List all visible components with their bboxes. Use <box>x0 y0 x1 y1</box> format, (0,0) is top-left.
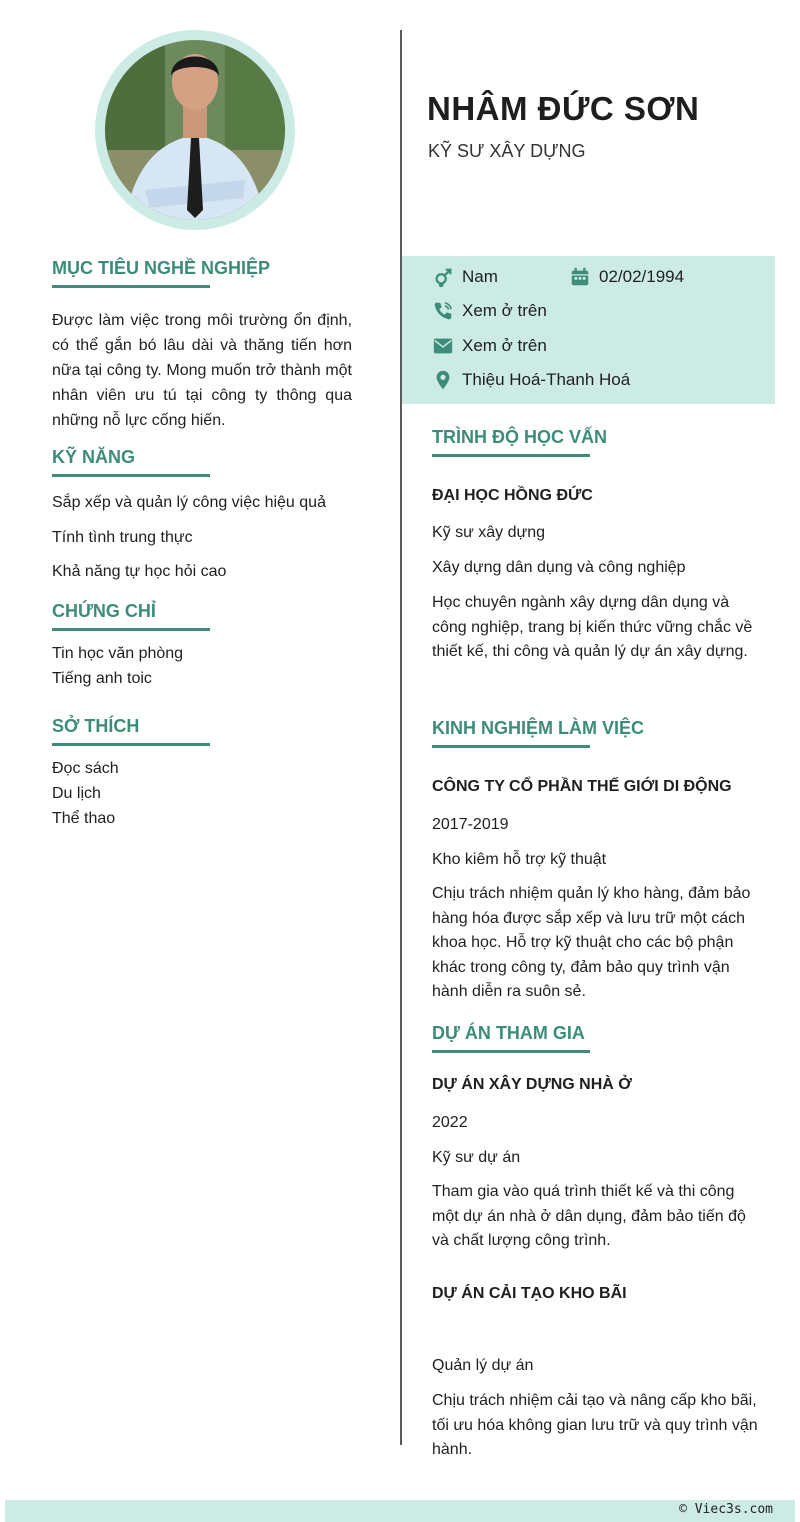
hobby-item: Du lịch <box>52 785 101 802</box>
footer-band <box>5 1500 795 1522</box>
location-pin-icon <box>432 369 454 391</box>
birthday-row <box>569 266 684 288</box>
calendar-icon <box>569 266 591 288</box>
education-school: ĐẠI HỌC HỒNG ĐỨC <box>432 487 593 504</box>
skills-title: KỸ NĂNG <box>52 447 372 473</box>
experience-period: 2017-2019 <box>432 816 509 833</box>
experience-position: Kho kiêm hỗ trợ kỹ thuật <box>432 851 607 868</box>
email-icon <box>432 335 454 357</box>
certificate-item: Tiếng anh toic <box>52 670 152 687</box>
address-row <box>432 369 630 391</box>
certificates-section <box>52 601 352 691</box>
projects-title: DỰ ÁN THAM GIA <box>432 1023 762 1049</box>
education-title: TRÌNH ĐỘ HỌC VẤN <box>432 427 762 453</box>
project-description: Chịu trách nhiệm cải tạo và nâng cấp kho bãi, tối ưu hóa không gian lưu trữ và quy trình vận hành. <box>432 1392 758 1458</box>
hobbies-section <box>52 716 352 831</box>
candidate-title: KỸ SƯ XÂY DỰNG <box>428 141 586 161</box>
skill-item: Khả năng tự học hỏi cao <box>52 563 227 580</box>
hobbies-title: SỞ THÍCH <box>52 716 352 742</box>
project-role: Kỹ sư dự án <box>432 1149 521 1166</box>
objective-title: MỤC TIÊU NGHỀ NGHIỆP <box>52 258 352 284</box>
phone-row <box>432 300 547 322</box>
contact-panel <box>402 256 775 404</box>
experience-section <box>432 718 762 1000</box>
gender-icon <box>432 266 454 288</box>
objective-text: Được làm việc trong môi trường ổn định, có thể gắn bó lâu dài và thăng tiến hơn nữa tại công ty. Mong muốn trở thành một nhân viên ưu tú tại công ty thông qua những nỗ lực cống hiến. <box>52 312 352 429</box>
certificates-title: CHỨNG CHỈ <box>52 601 352 627</box>
hobby-item: Thể thao <box>52 810 116 827</box>
education-section <box>432 427 762 660</box>
project-year: 2022 <box>432 1114 468 1131</box>
candidate-name: NHÂM ĐỨC SƠN <box>427 90 700 127</box>
email-value: Xem ở trên <box>462 336 547 355</box>
experience-description: Chịu trách nhiệm quản lý kho hàng, đảm bảo hàng hóa được sắp xếp và lưu trữ một cách khoa học. Hỗ trợ kỹ thuật cho các bộ phận khác trong công ty, đảm bảo quy trình vận hành diễn ra suôn sẻ. <box>432 885 751 1000</box>
certificate-item: Tin học văn phòng <box>52 645 184 662</box>
skills-section <box>52 447 372 580</box>
phone-value: Xem ở trên <box>462 301 547 320</box>
gender-value: Nam <box>462 267 498 286</box>
skill-item: Tính tình trung thực <box>52 529 193 546</box>
objective-section <box>52 258 352 433</box>
avatar-ring <box>95 30 295 230</box>
experience-company: CÔNG TY CỔ PHẦN THẾ GIỚI DI ĐỘNG <box>432 778 732 795</box>
project-role: Quản lý dự án <box>432 1357 534 1374</box>
project-name: DỰ ÁN XÂY DỰNG NHÀ Ở <box>432 1076 632 1093</box>
experience-title: KINH NGHIỆM LÀM VIỆC <box>432 718 762 744</box>
education-description: Học chuyên ngành xây dựng dân dụng và công nghiệp, trang bị kiến thức vững chắc về thiết kế, thi công và quản lý dự án xây dựng. <box>432 594 753 660</box>
project-description: Tham gia vào quá trình thiết kế và thi công một dự án nhà ở dân dụng, đảm bảo tiến độ và chất lượng công trình. <box>432 1183 746 1249</box>
email-row <box>432 335 547 357</box>
portrait-image <box>105 40 285 220</box>
column-divider <box>400 30 402 1445</box>
project-name: DỰ ÁN CẢI TẠO KHO BÃI <box>432 1285 627 1302</box>
phone-icon <box>432 300 454 322</box>
gender-row <box>432 266 498 288</box>
footer-copyright: © Viec3s.com <box>679 1502 773 1517</box>
avatar <box>105 40 285 220</box>
address-value: Thiệu Hoá-Thanh Hoá <box>462 370 631 389</box>
education-degree: Kỹ sư xây dựng <box>432 524 546 541</box>
education-major: Xây dựng dân dụng và công nghiệp <box>432 559 686 576</box>
skill-item: Sắp xếp và quản lý công việc hiệu quả <box>52 494 326 511</box>
projects-section <box>432 1023 762 1458</box>
birthday-value: 02/02/1994 <box>599 267 685 286</box>
hobby-item: Đọc sách <box>52 760 119 777</box>
